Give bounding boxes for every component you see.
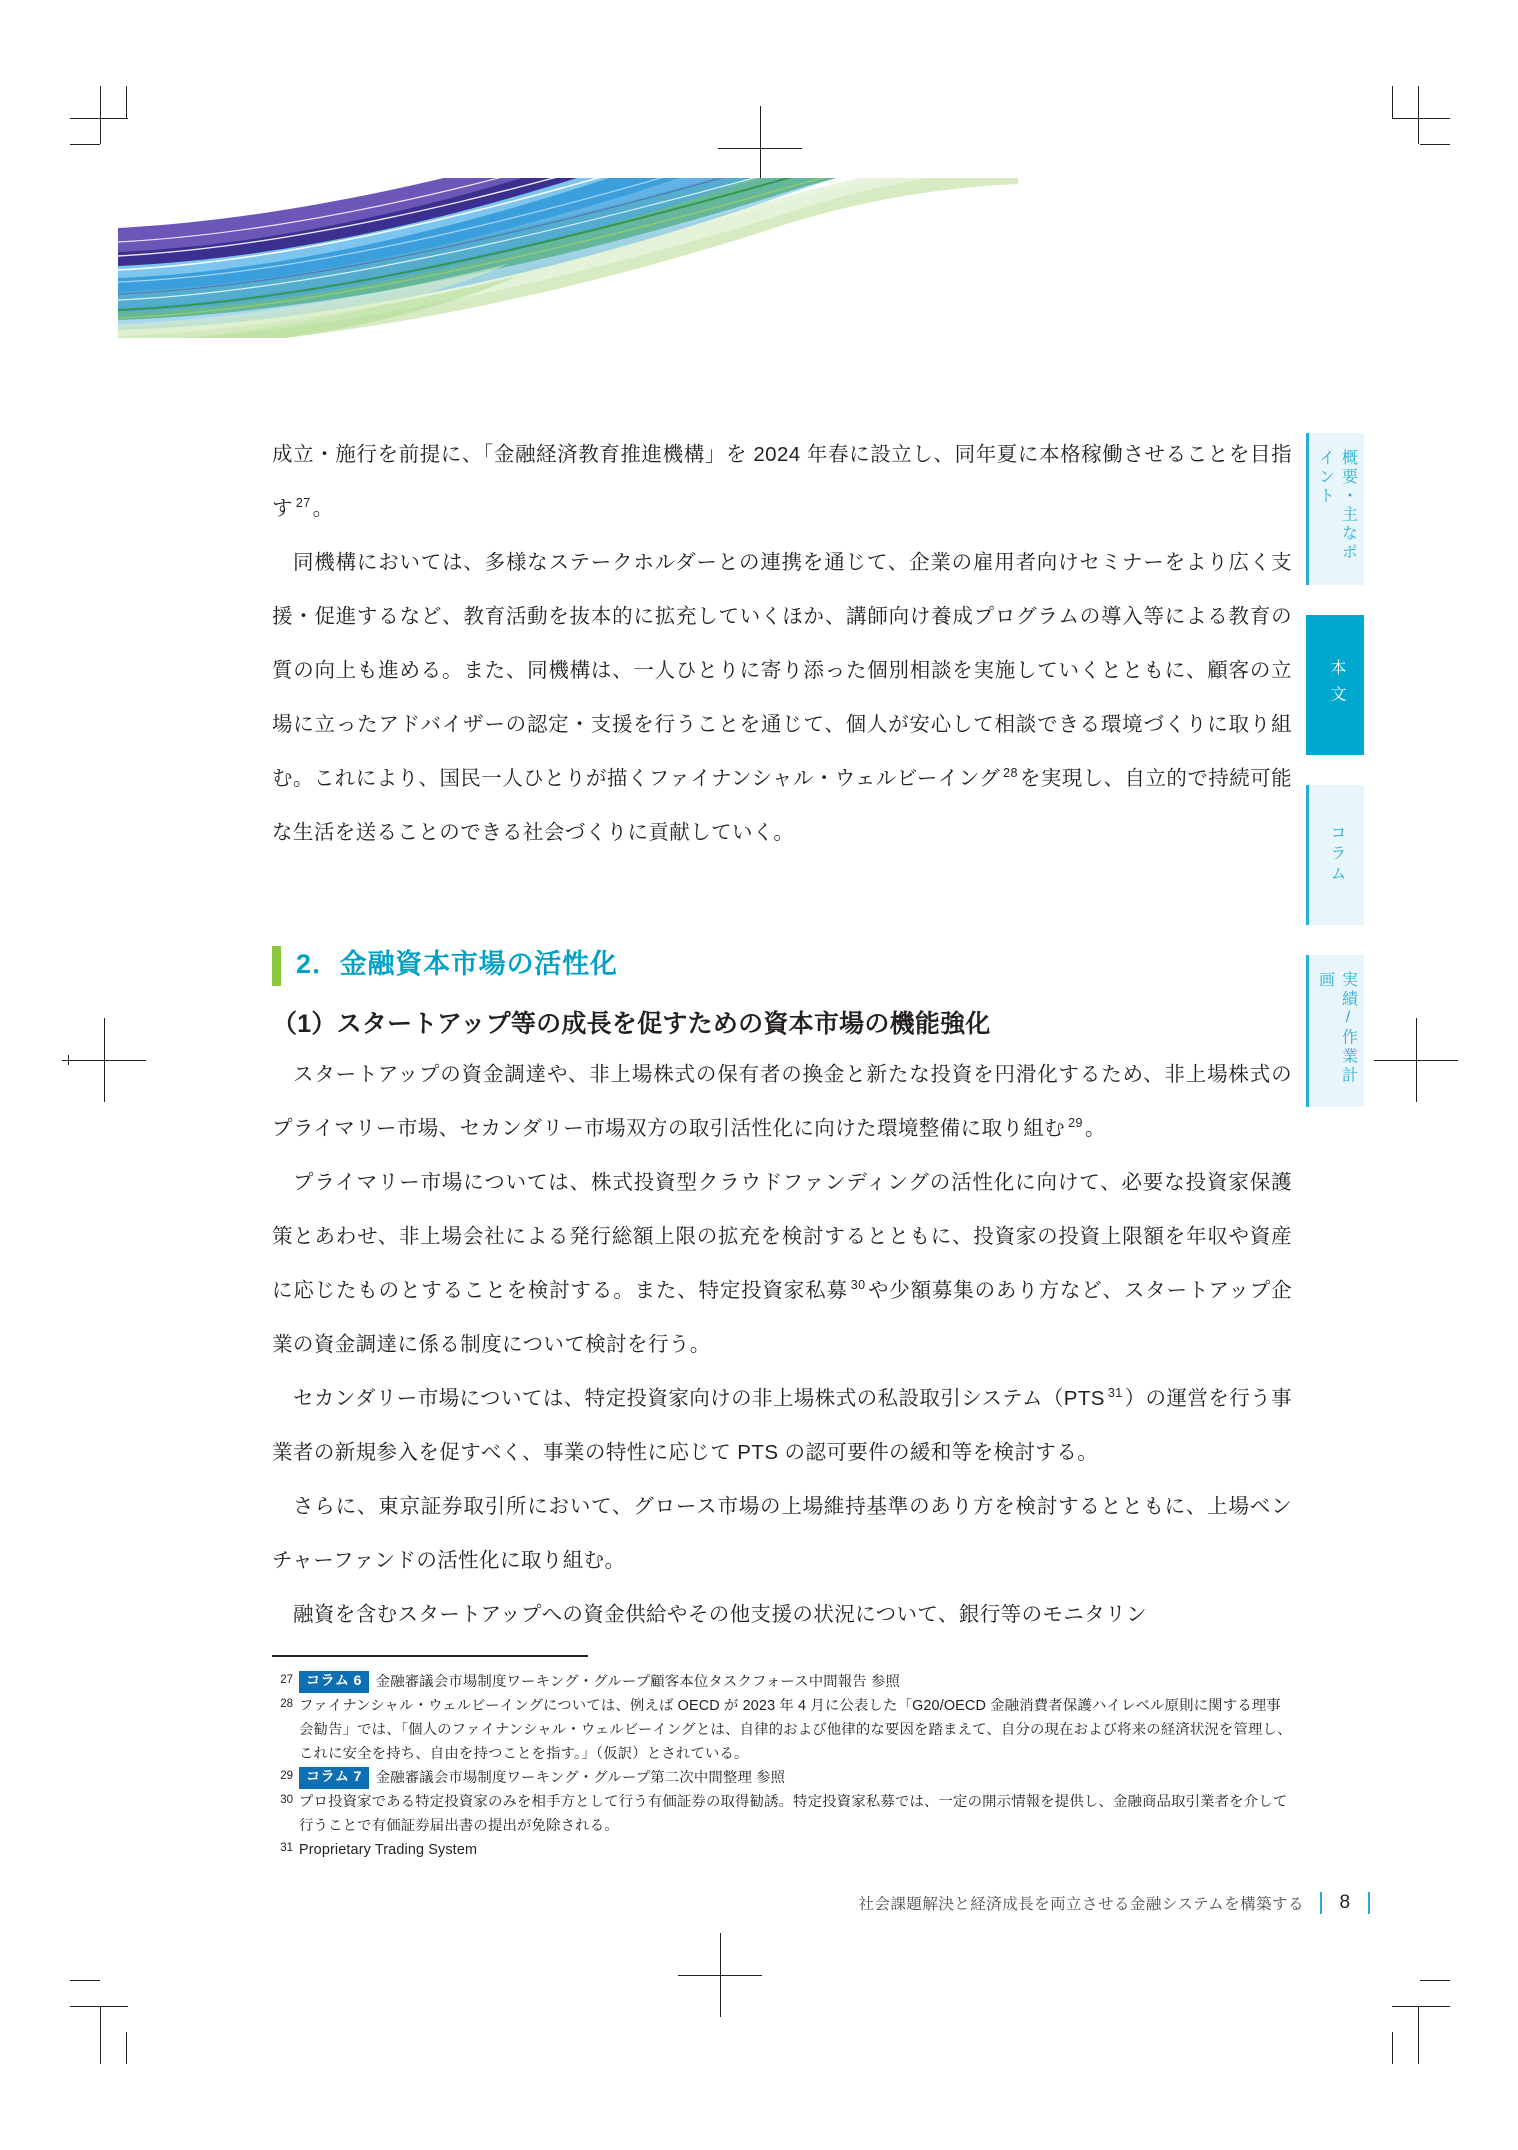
header-swoosh-graphic <box>118 178 1018 338</box>
paragraph-2-text-tail: を実現し、自立的で持続可能な生活を送ることのできる社会づくりに貢献していく。 <box>272 767 1292 844</box>
footnote-item <box>272 1766 1292 1790</box>
footnote-number: 31 <box>280 1842 293 1854</box>
paragraph-3-text: スタートアップの資金調達や、非上場株式の保有者の換金と新たな投資を円滑化するため、非上場株式のプライマリー市場、セカンダリー市場双方の取引活性化に向けた環境整備に取り組む <box>272 1063 1292 1141</box>
footnote-divider <box>272 1655 588 1657</box>
main-content <box>272 428 1292 1642</box>
section-heading: 2．金融資本市場の活性化 <box>296 949 618 979</box>
side-tab-rail <box>1306 433 1364 1137</box>
subsection-heading: （1）スタートアップ等の成長を促すための資本市場の機能強化 <box>272 1009 991 1038</box>
footnote-number: 30 <box>280 1794 293 1806</box>
footnote-body: 金融審議会市場制度ワーキング・グループ第二次中間整理 参照 <box>375 1770 786 1786</box>
footnote-text <box>299 1670 1292 1694</box>
footnote-ref-28[interactable]: 28 <box>1003 766 1018 781</box>
paragraph-2 <box>272 536 1292 860</box>
column-badge[interactable]: コラム 6 <box>299 1671 369 1693</box>
page-number: 8 <box>1339 1892 1351 1913</box>
footer-separator-right <box>1368 1892 1370 1914</box>
footer-title: 社会課題解決と経済成長を両立させる金融システムを構築する <box>858 1896 1304 1913</box>
footnote-text: Proprietary Trading System <box>299 1842 478 1858</box>
paragraph-1-text: 成立・施行を前提に、「金融経済教育推進機構」を 2024 年春に設立し、同年夏に本格稼働させることを目指す <box>272 443 1292 520</box>
footnote-text: ファイナンシャル・ウェルビーイングについては、例えば OECD が 2023 年 4 月に公表した「G20/OECD 金融消費者保護ハイレベル原則に関する理事会勧告」では、「個人のファイナンシャル・ウェルビーイングとは、自律的および他律的な要因を踏まえて、自分の現在および将来の経済状況を管理し、これに安全を持ち、自由を持つことを指す。」（仮訳）とされている。 <box>299 1698 1292 1762</box>
paragraph-7: 融資を含むスタートアップへの資金供給やその他支援の状況について、銀行等のモニタリン <box>293 1603 1148 1627</box>
paragraph-2-text: 同機構においては、多様なステークホルダーとの連携を通じて、企業の雇用者向けセミナーをより広く支援・促進するなど、教育活動を抜本的に拡充していくほか、講師向け養成プログラムの導入等による教育の質の向上も進める。また、同機構は、一人ひとりに寄り添った個別相談を実施していくとともに、顧客の立場に立ったアドバイザーの認定・支援を行うことを通じて、個人が安心して相談できる環境づくりに取り組む。これにより、国民一人ひとりが描くファイナンシャル・ウェルビーイング <box>272 551 1292 790</box>
footnote-ref-30[interactable]: 30 <box>850 1278 866 1293</box>
paragraph-5 <box>272 1372 1292 1480</box>
side-tab-results-plan[interactable]: 実績/作業計画 <box>1306 955 1364 1107</box>
footnote-body: 金融審議会市場制度ワーキング・グループ顧客本位タスクフォース中間報告 参照 <box>375 1674 901 1690</box>
footnote-item <box>272 1694 1292 1766</box>
footnote-number: 28 <box>280 1698 293 1710</box>
footnotes-block <box>272 1655 1292 1862</box>
side-tab-main-text[interactable]: 本文 <box>1306 615 1364 755</box>
footer-separator-left <box>1320 1892 1322 1914</box>
section-heading-block <box>272 946 1292 986</box>
section-heading-accent-bar <box>272 946 281 986</box>
paragraph-6: さらに、東京証券取引所において、グロース市場の上場維持基準のあり方を検討するとともに、上場ベンチャーファンドの活性化に取り組む。 <box>272 1495 1292 1573</box>
paragraph-4-text-tail: や少額募集のあり方など、スタートアップ企業の資金調達に係る制度について検討を行う。 <box>272 1279 1292 1357</box>
footnote-text: プロ投資家である特定投資家のみを相手方として行う有価証券の取得勧誘。特定投資家私募では、一定の開示情報を提供し、金融商品取引業者を介して行うことで有価証券届出書の提出が免除される。 <box>299 1794 1288 1834</box>
paragraph-4-text: プライマリー市場については、株式投資型クラウドファンディングの活性化に向けて、必要な投資家保護策とあわせ、非上場会社による発行総額上限の拡充を検討するとともに、投資家の投資上限額を年収や資産に応じたものとすることを検討する。また、特定投資家私募 <box>272 1171 1292 1303</box>
page-footer <box>0 1892 1518 1914</box>
footnote-item <box>272 1670 1292 1694</box>
footnote-number: 29 <box>280 1770 293 1782</box>
column-badge[interactable]: コラム 7 <box>299 1767 369 1789</box>
paragraph-3 <box>272 1048 1292 1156</box>
paragraph-3-text-tail: 。 <box>1084 1117 1106 1141</box>
footnote-ref-31[interactable]: 31 <box>1107 1386 1123 1401</box>
side-tab-column[interactable]: コラム <box>1306 785 1364 925</box>
footnote-item <box>272 1790 1292 1838</box>
footnote-ref-29[interactable]: 29 <box>1068 1116 1083 1131</box>
footnote-ref-27[interactable]: 27 <box>295 496 311 511</box>
footnote-number: 27 <box>280 1674 293 1686</box>
paragraph-5-text: セカンダリー市場については、特定投資家向けの非上場株式の私設取引システム（PTS <box>293 1387 1105 1411</box>
footnote-text <box>299 1766 1292 1790</box>
side-tab-overview[interactable]: 概要・主なポイント <box>1306 433 1364 585</box>
paragraph-1-text-tail: 。 <box>312 497 334 520</box>
paragraph-1 <box>272 428 1292 536</box>
paragraph-5-text-tail: ）の運営を行う事業者の新規参入を促すべく、事業の特性に応じて PTS の認可要件の緩和等を検討する。 <box>272 1387 1292 1465</box>
footnote-item <box>272 1838 1292 1862</box>
paragraph-4 <box>272 1156 1292 1372</box>
